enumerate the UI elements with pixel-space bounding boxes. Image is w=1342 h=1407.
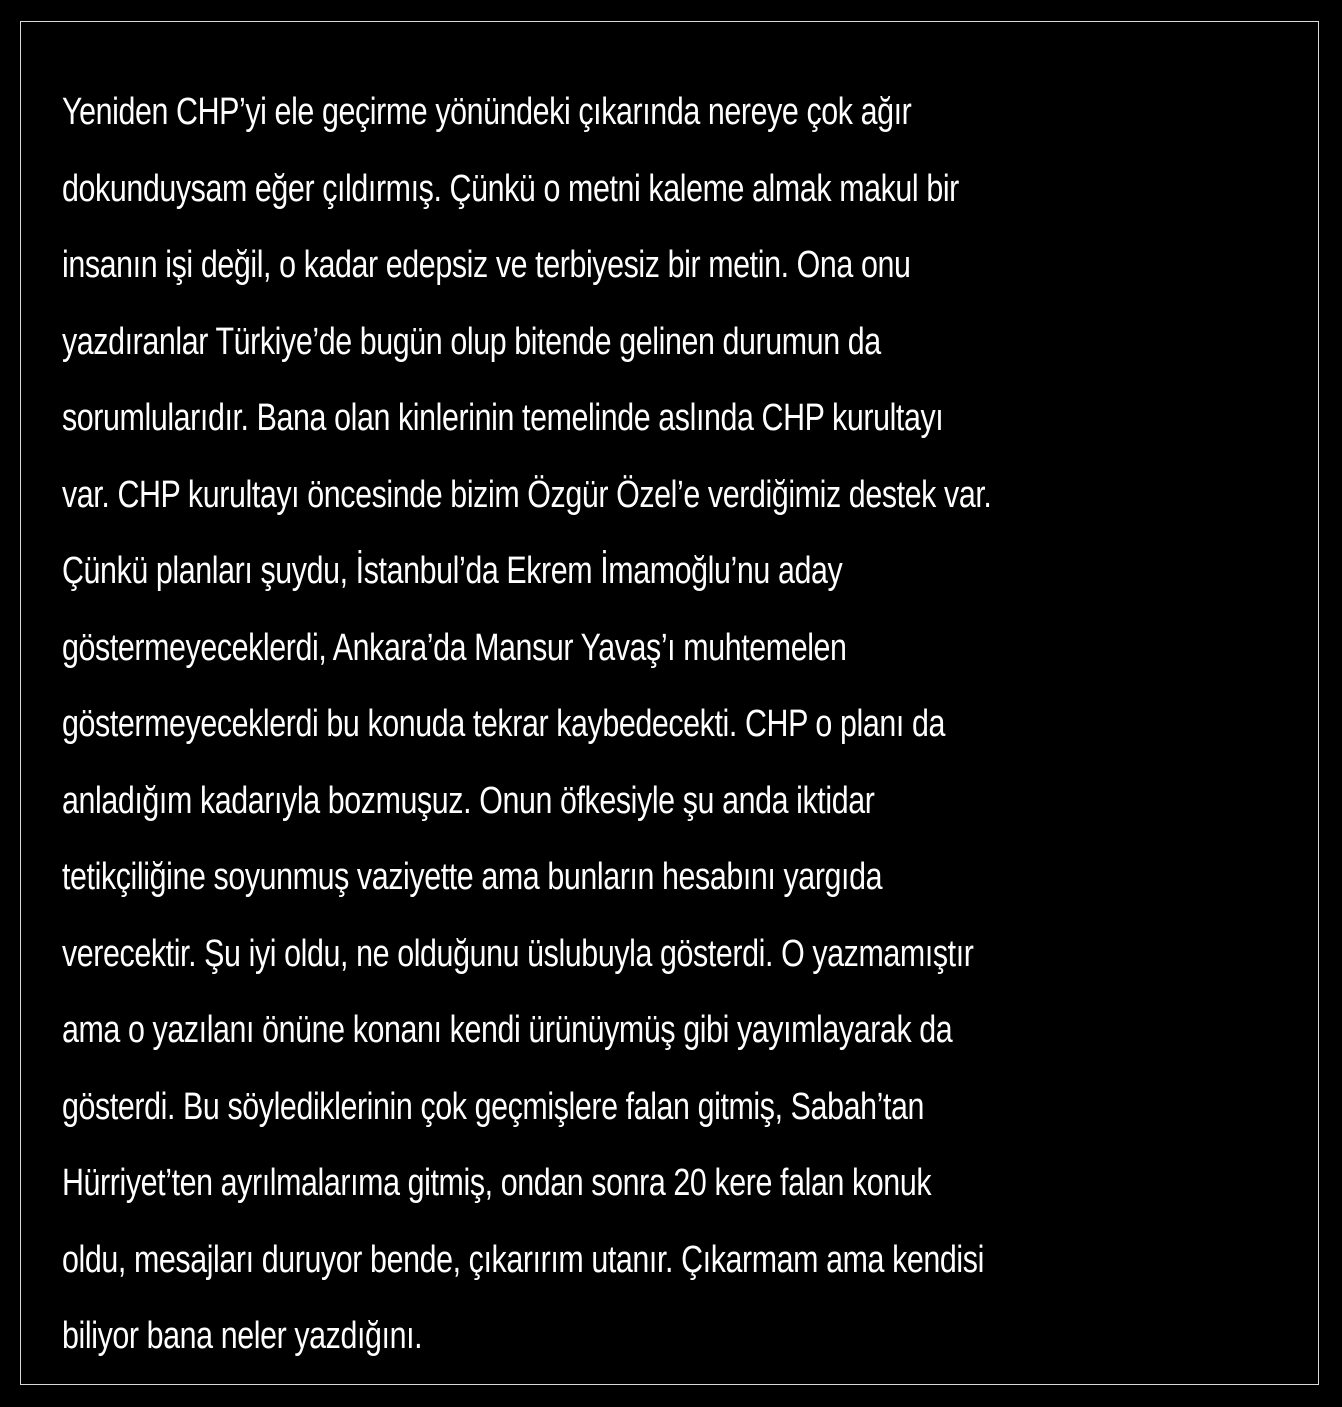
quote-line: var. CHP kurultayı öncesinde bizim Özgür Özel’e verdiğimiz destek var. [62, 473, 992, 516]
quote-line: insanın işi değil, o kadar edepsiz ve terbiyesiz bir metin. Ona onu [62, 244, 911, 286]
quote-line: dokunduysam eğer çıldırmış. Çünkü o metni kaleme almak makul bir [62, 167, 959, 210]
quote-line: verecektir. Şu iyi oldu, ne olduğunu üslubuyla gösterdi. O yazmamıştır [62, 932, 974, 975]
quote-line: Hürriyet’ten ayrılmalarıma gitmiş, ondan sonra 20 kere falan konuk [62, 1162, 932, 1204]
quote-text [62, 74, 1046, 1375]
quote-line: biliyor bana neler yazdığını. [62, 1315, 423, 1357]
quote-line: sorumlularıdır. Bana olan kinlerinin temelinde aslında CHP kurultayı [62, 397, 944, 439]
quote-line: gösterdi. Bu söylediklerinin çok geçmişlere falan gitmiş, Sabah’tan [62, 1085, 924, 1128]
quote-line: anladığım kadarıyla bozmuşuz. Onun öfkesiyle şu anda iktidar [62, 779, 875, 822]
quote-line: yazdıranlar Türkiye’de bugün olup bitende gelinen durumun da [62, 320, 881, 363]
quote-line: tetikçiliğine soyunmuş vaziyette ama bunların hesabını yargıda [62, 856, 883, 898]
quote-line: oldu, mesajları duruyor bende, çıkarırım utanır. Çıkarmam ama kendisi [62, 1238, 984, 1281]
quote-line: ama o yazılanı önüne konanı kendi ürünüymüş gibi yayımlayarak da [62, 1009, 953, 1051]
quote-line: göstermeyeceklerdi, Ankara’da Mansur Yavaş’ı muhtemelen [62, 626, 847, 669]
quote-line: Çünkü planları şuydu, İstanbul’da Ekrem İmamoğlu’nu aday [62, 550, 843, 592]
quote-line: Yeniden CHP’yi ele geçirme yönündeki çıkarında nereye çok ağır [62, 91, 912, 133]
quote-line: göstermeyeceklerdi bu konuda tekrar kaybedecekti. CHP o planı da [62, 703, 945, 745]
